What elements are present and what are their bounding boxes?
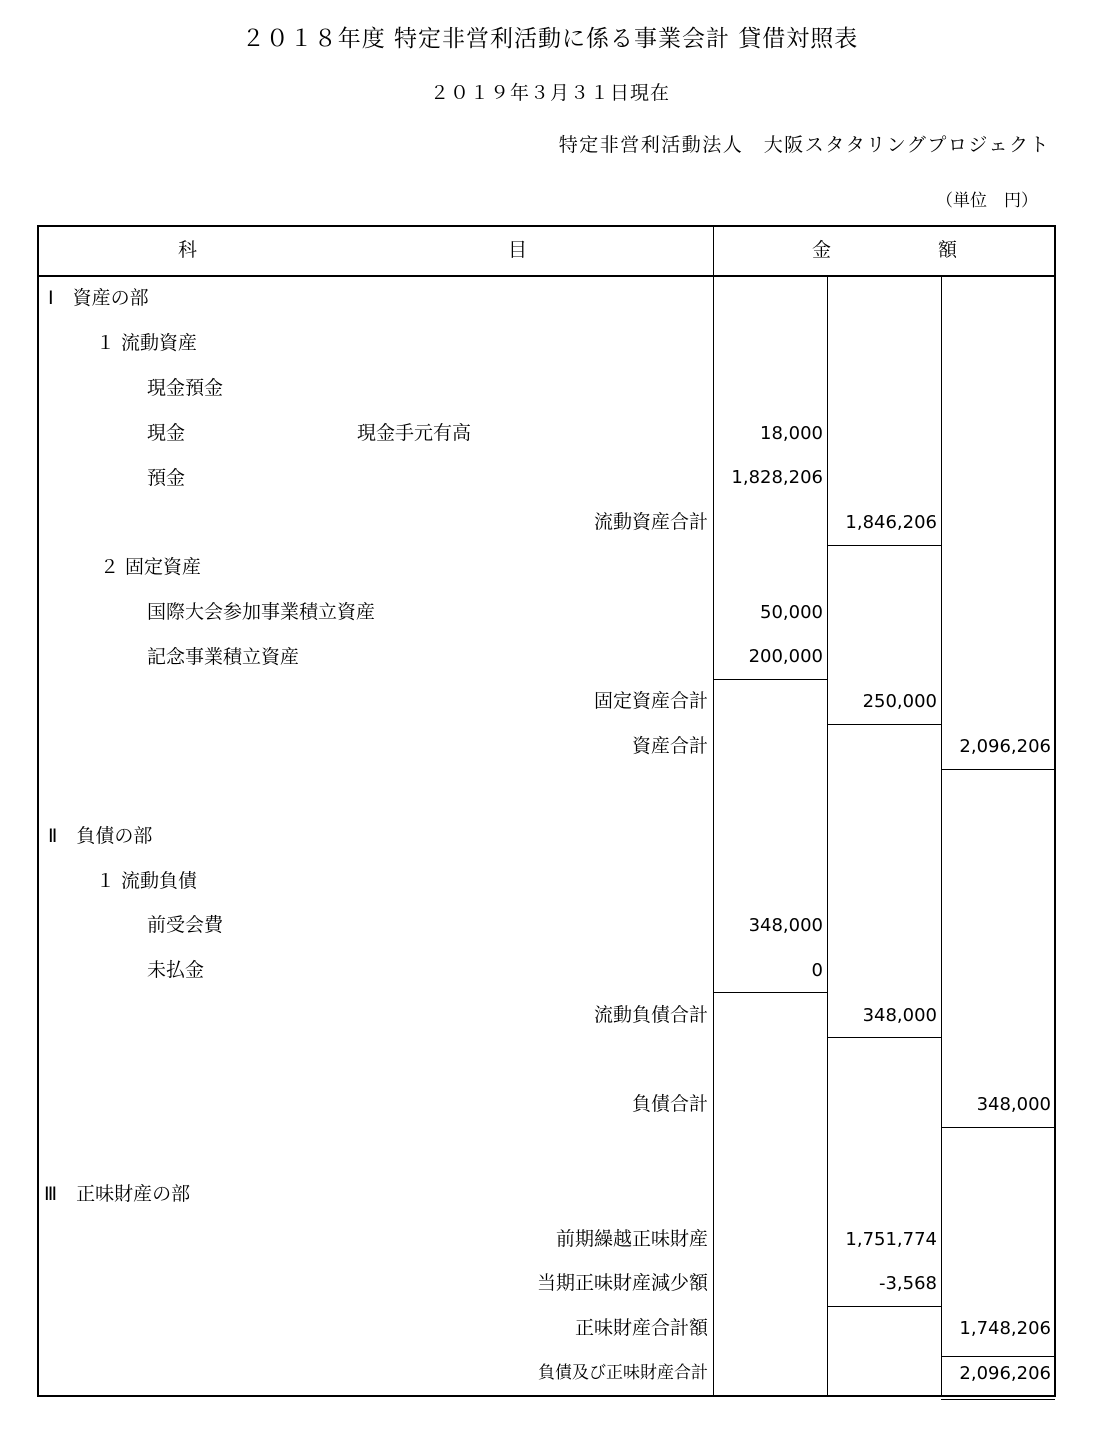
grand-total-double-rule xyxy=(941,1399,1055,1400)
amount-fixed-assets-total: 250,000 xyxy=(862,691,937,712)
heading-fixed-assets: ２ 固定資産 xyxy=(100,556,202,578)
subtotal-rule xyxy=(827,1306,941,1307)
header-row-divider xyxy=(37,275,1056,277)
column-divider-amount-2 xyxy=(941,276,942,1396)
label-net-assets-total: 正味財産合計額 xyxy=(574,1317,708,1339)
section-net-assets: Ⅲ 正味財産の部 xyxy=(44,1183,191,1205)
subtotal-rule xyxy=(827,724,941,725)
organization-name: 特定非営利活動法人 大阪スタタリングプロジェクト xyxy=(558,134,1050,156)
subtotal-rule xyxy=(713,679,827,680)
heading-current-liabilities: １ 流動負債 xyxy=(96,870,198,892)
label-deposits: 預金 xyxy=(147,467,186,489)
amount-assets-total: 2,096,206 xyxy=(959,736,1051,757)
section-liabilities: Ⅱ 負債の部 xyxy=(48,825,153,847)
grand-total-double-rule xyxy=(941,1356,1055,1357)
amount-deposits: 1,828,206 xyxy=(731,467,823,488)
amount-liability-1: 348,000 xyxy=(748,915,823,936)
subtotal-rule xyxy=(941,769,1055,770)
label-current-liabilities-total: 流動負債合計 xyxy=(593,1004,708,1026)
label-cash: 現金 xyxy=(147,422,186,444)
label-current-assets-total: 流動資産合計 xyxy=(593,511,708,533)
amount-liability-2: 0 xyxy=(811,960,823,981)
unit-label: （単位 円） xyxy=(936,191,1038,211)
header-subject-left: 科 xyxy=(178,239,198,261)
amount-current-liabilities-total: 348,000 xyxy=(862,1005,937,1026)
column-divider-subject xyxy=(713,225,714,1397)
amount-net-assets-decrease: -3,568 xyxy=(878,1273,937,1294)
label-liability-1: 前受会費 xyxy=(147,914,224,936)
label-grand-total: 負債及び正味財産合計 xyxy=(538,1363,708,1383)
amount-current-assets-total: 1,846,206 xyxy=(845,512,937,533)
label-fixed-asset-2: 記念事業積立資産 xyxy=(147,646,300,668)
table-border-right xyxy=(1054,225,1056,1397)
note-cash: 現金手元有高 xyxy=(357,422,472,444)
table-border-left xyxy=(37,225,39,1397)
amount-grand-total: 2,096,206 xyxy=(959,1363,1051,1384)
amount-cash: 18,000 xyxy=(760,423,823,444)
subtotal-rule xyxy=(827,545,941,546)
label-fixed-asset-1: 国際大会参加事業積立資産 xyxy=(147,601,376,623)
document-title: ２０１８年度 特定非営利活動に係る事業会計 貸借対照表 xyxy=(241,26,859,52)
header-subject-right: 目 xyxy=(508,239,528,261)
label-liabilities-total: 負債合計 xyxy=(631,1093,708,1115)
label-liability-2: 未払金 xyxy=(147,959,205,981)
amount-fixed-asset-2: 200,000 xyxy=(748,646,823,667)
subtotal-rule xyxy=(827,1037,941,1038)
label-fixed-assets-total: 固定資産合計 xyxy=(593,690,708,712)
amount-liabilities-total: 348,000 xyxy=(976,1094,1051,1115)
amount-fixed-asset-1: 50,000 xyxy=(760,602,823,623)
table-border-bottom xyxy=(37,1395,1056,1397)
header-amount-right: 額 xyxy=(938,239,958,261)
section-assets: Ⅰ 資産の部 xyxy=(48,287,149,309)
table-border-top xyxy=(37,225,1056,227)
header-amount-left: 金 xyxy=(812,239,832,261)
subtotal-rule xyxy=(713,992,827,993)
amount-net-assets-total: 1,748,206 xyxy=(959,1318,1051,1339)
label-net-assets-decrease: 当期正味財産減少額 xyxy=(536,1272,708,1294)
label-assets-total: 資産合計 xyxy=(631,735,708,757)
as-of-date: ２０１９年３月３１日現在 xyxy=(429,82,670,104)
label-net-assets-brought-forward: 前期繰越正味財産 xyxy=(555,1228,708,1250)
heading-current-assets: １ 流動資産 xyxy=(96,332,198,354)
label-cash-deposits: 現金預金 xyxy=(147,377,224,399)
subtotal-rule xyxy=(941,1127,1055,1128)
amount-net-assets-brought-forward: 1,751,774 xyxy=(845,1229,937,1250)
